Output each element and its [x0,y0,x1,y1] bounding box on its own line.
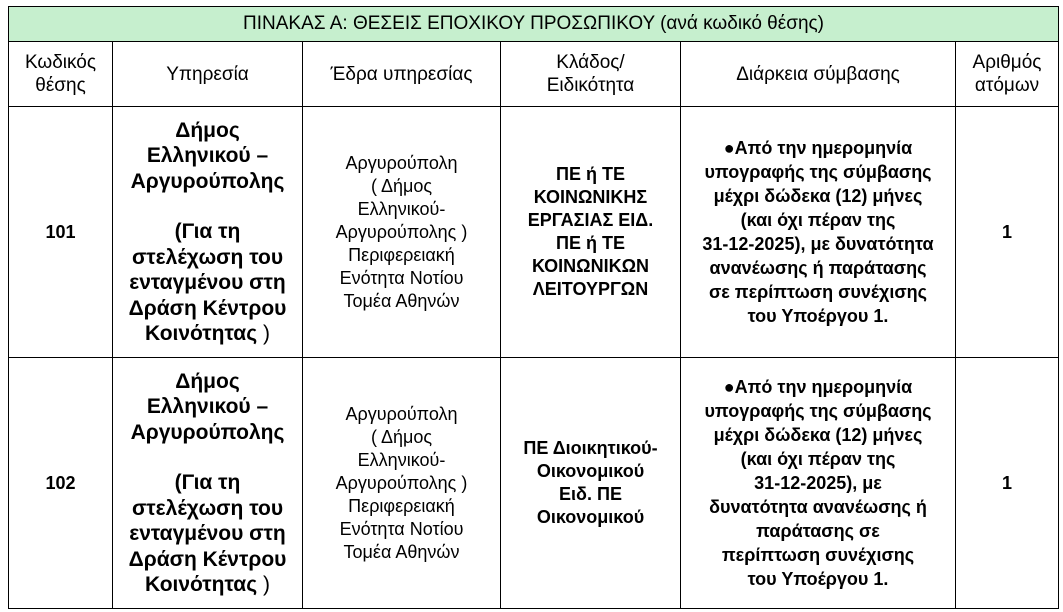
service-note-text: Κοινότητας [145,573,258,596]
service-note-line [116,521,299,547]
service-note-text: (Για τη [174,471,241,494]
specialty-line: ΚΟΙΝΩΝΙΚΗΣ [533,187,648,207]
header-specialty [501,42,681,107]
seat-line: Ενότητα Νοτίου [339,518,464,539]
table-title: ΠΙΝΑΚΑΣ Α: ΘΕΣΕΙΣ ΕΠΟΧΙΚΟΥ ΠΡΟΣΩΠΙΚΟΥ (ανά κωδικό θέσης) [9,7,1059,42]
cell-specialty [501,358,681,609]
table-body [9,107,1059,609]
service-gap [116,445,299,470]
service-note-line [116,296,299,322]
service-gap [116,194,299,219]
service-note-line [116,470,299,496]
seat-line: Περιφερειακή [348,495,455,516]
cell-code: 101 [9,107,113,358]
header-duration: Διάρκεια σύμβασης [681,42,956,107]
duration-line: δυνατότητα ανανέωσης ή [709,497,927,517]
table-row [9,358,1059,609]
header-code-line: θέσης [35,75,86,96]
service-note-line [116,245,299,271]
service-note-text: ενταγμένου στη [129,271,286,294]
duration-line: του Υποέργου 1. [747,569,889,589]
service-note-text: (Για τη [174,220,241,243]
duration-line: (και όχι πέραν της [740,449,896,469]
header-count-line: ατόμων [974,75,1040,96]
header-specialty-line: Κλάδος/ [556,52,625,73]
duration-line: ανανέωσης ή παράτασης [709,258,927,278]
duration-line: μέχρι δώδεκα (12) μήνες [713,186,923,206]
duration-line: μέχρι δώδεκα (12) μήνες [713,425,923,445]
service-line: Δήμος [175,369,240,393]
header-count [956,42,1059,107]
service-note-text: στελέχωση του [131,245,284,269]
cell-duration [681,107,956,358]
service-note-text: Δράση Κέντρου [128,296,287,320]
header-code-line: Κωδικός [24,52,97,73]
service-note-line [116,496,299,522]
service-note-text: Κοινότητας [145,322,258,345]
header-specialty-line: Ειδικότητα [546,75,635,96]
service-line: Ελληνικού – [146,395,269,418]
table-row [9,107,1059,358]
seat-line: Τομέα Αθηνών [343,541,460,562]
duration-line: παράτασης σε [756,521,880,541]
service-line: Αργυρούπολης [130,420,285,444]
header-count-line: Αριθμός [972,52,1042,73]
seat-line: Ενότητα Νοτίου [339,267,464,288]
specialty-line: Ειδ. ΠΕ [559,484,622,504]
service-note-line [116,547,299,573]
service-note-line [116,321,299,347]
service-note-text: ενταγμένου στη [129,522,286,545]
header-service: Υπηρεσία [113,42,303,107]
table-title-row [9,7,1059,42]
duration-line: του Υποέργου 1. [747,306,889,326]
duration-line: περίπτωση συνέχισης [721,545,915,565]
cell-seat [303,107,501,358]
specialty-line: ΚΟΙΝΩΝΙΚΩΝ [531,256,650,276]
specialty-line: Οικονομικού [536,461,645,481]
specialty-line: Οικονομικού [536,507,645,527]
service-note-close: ) [257,573,270,596]
cell-service [113,107,303,358]
cell-specialty [501,107,681,358]
seat-line: Αργυρούπολη [345,403,458,424]
duration-line: ●Από την ημερομηνία [723,138,913,158]
seat-line: Αργυρούπολη [345,152,458,173]
duration-line: (και όχι πέραν της [740,210,896,230]
seat-line: Ελληνικού- [357,198,446,219]
duration-line: ●Από την ημερομηνία [723,377,913,397]
seat-line: Τομέα Αθηνών [343,290,460,311]
duration-line: 31-12-2025), με δυνατότητα [702,234,934,254]
duration-line: σε περίπτωση συνέχισης [708,282,928,302]
service-line: Αργυρούπολης [130,169,285,193]
cell-duration [681,358,956,609]
cell-count: 1 [956,107,1059,358]
header-code [9,42,113,107]
seat-line: Αργυρούπολης ) [335,221,468,242]
service-note-close: ) [257,322,270,345]
seat-line: ( Δήμος [370,175,433,196]
duration-line: υπογραφής της σύμβασης [704,162,932,182]
specialty-line: ΠΕ Διοικητικού- [523,438,658,458]
service-line: Δήμος [175,118,240,142]
service-note-line [116,270,299,296]
service-note-line [116,572,299,598]
service-line: Ελληνικού – [146,144,269,167]
specialty-line: ΠΕ ή ΤΕ [555,233,625,253]
seat-line: Περιφερειακή [348,244,455,265]
table-header-row [9,42,1059,107]
service-note-line [116,219,299,245]
seat-line: Αργυρούπολης ) [335,472,468,493]
duration-line: 31-12-2025), με [754,473,882,493]
service-note-text: στελέχωση του [131,496,284,520]
seat-line: Ελληνικού- [357,449,446,470]
header-seat: Έδρα υπηρεσίας [303,42,501,107]
specialty-line: ΠΕ ή ΤΕ [555,164,625,184]
cell-service [113,358,303,609]
cell-seat [303,358,501,609]
seat-line: ( Δήμος [370,426,433,447]
cell-code: 102 [9,358,113,609]
duration-line: υπογραφής της σύμβασης [704,401,932,421]
service-note-text: Δράση Κέντρου [128,547,287,571]
specialty-line: ΛΕΙΤΟΥΡΓΩΝ [532,279,649,299]
specialty-line: ΕΡΓΑΣΙΑΣ ΕΙΔ. [527,210,654,230]
positions-table [8,6,1059,609]
cell-count: 1 [956,358,1059,609]
